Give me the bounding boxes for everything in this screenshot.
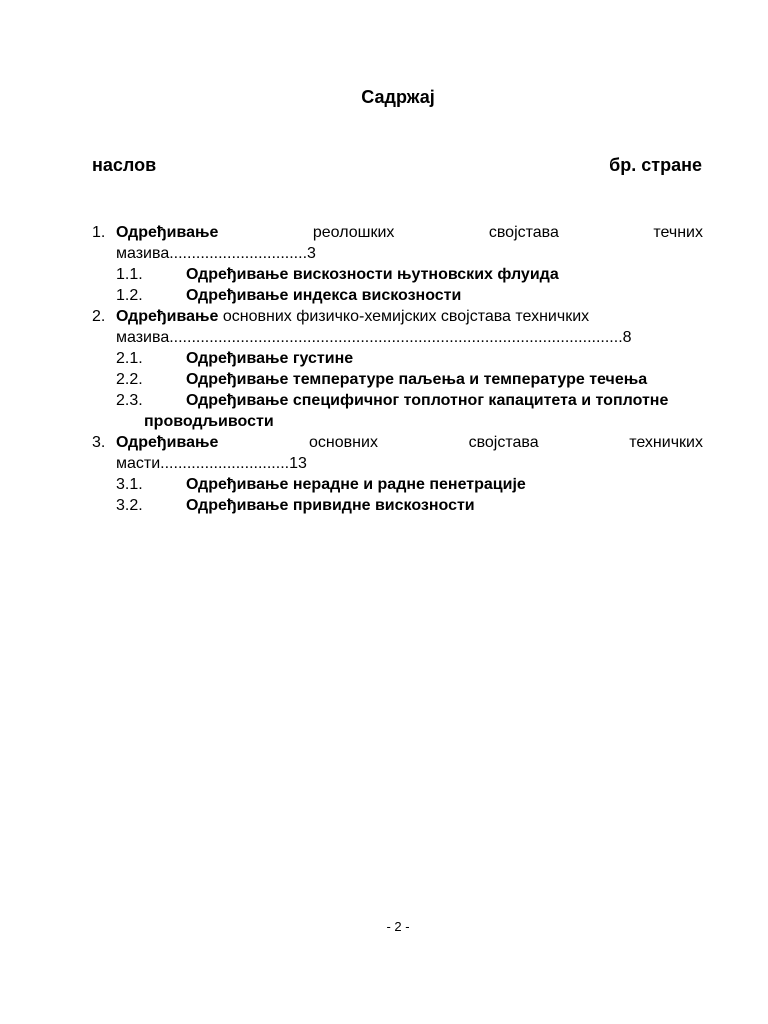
toc-sub-text-continuation: проводљивости — [144, 413, 274, 430]
toc-sub-number: 2.3. — [116, 392, 143, 409]
toc-sub-entry — [92, 495, 703, 516]
toc-sub-number: 2.2. — [116, 371, 143, 388]
toc-sub-number: 1.2. — [116, 287, 143, 304]
toc-sub-entry — [92, 264, 703, 285]
toc-entry-text: Одређивање основних физичко-хемијских својстава техничких — [116, 308, 590, 325]
toc-sub-entry — [92, 348, 703, 369]
toc-sub-text: Одређивање нерадне и радне пенетрације — [186, 476, 526, 493]
toc-sub-number: 3.1. — [116, 476, 143, 493]
toc-sub-text: Одређивање температуре паљења и температуре течења — [186, 371, 648, 388]
table-of-contents — [92, 222, 703, 516]
page-title: Садржај — [361, 87, 435, 107]
toc-entry-text: Одређивање основних својстава техничких — [116, 434, 703, 451]
toc-sub-entry — [92, 285, 703, 306]
toc-entry-dots: мазива......................................................................................................8 — [116, 329, 632, 346]
toc-entry-number: 3. — [92, 434, 106, 451]
toc-entry — [92, 222, 703, 264]
column-header-page: бр. стране — [609, 155, 702, 175]
toc-sub-entry — [92, 390, 703, 432]
toc-entry — [92, 432, 703, 474]
toc-entry-dots: масти.............................13 — [116, 455, 307, 472]
toc-sub-entry — [92, 369, 703, 390]
toc-sub-text: Одређивање индекса вискозности — [186, 287, 462, 304]
column-header-title: наслов — [92, 155, 157, 175]
toc-sub-text: Одређивање специфичног топлотног капацитета и топлотне — [186, 392, 669, 409]
toc-entry-dots: мазива...............................3 — [116, 245, 316, 262]
toc-sub-entry — [92, 474, 703, 495]
toc-sub-number: 3.2. — [116, 497, 143, 514]
toc-sub-number: 1.1. — [116, 266, 143, 283]
toc-sub-text: Одређивање привидне вискозности — [186, 497, 475, 514]
toc-sub-text: Одређивање густине — [186, 350, 354, 367]
toc-entry-number: 1. — [92, 224, 106, 241]
toc-sub-text: Одређивање вискозности њутновских флуида — [186, 266, 559, 283]
toc-entry-text: Одређивање реолошких својстава течних — [116, 224, 703, 241]
toc-entry — [92, 306, 703, 348]
toc-sub-number: 2.1. — [116, 350, 143, 367]
page-number: - 2 - — [386, 919, 410, 934]
toc-entry-number: 2. — [92, 308, 106, 325]
